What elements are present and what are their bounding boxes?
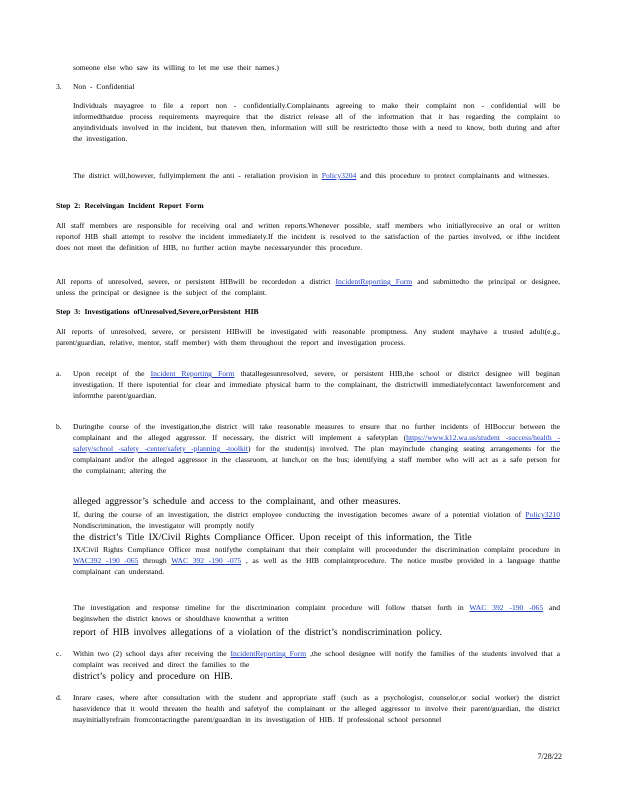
paragraph-staff-responsibility: All staff members are responsible for receiving oral and written reports.Whenever possible, staff members who initiallyreceive an oral or written reportof HIB shall attempt to resolve the incident immediately.If the incident is resolved to the satisfaction of the parties involved, or ifthe incident does not meet the definition of HIB, no further action maybe necessaryunder this procedure. [56,221,560,252]
incident-reporting-form-link-c[interactable]: IncidentReporting Form [230,649,307,658]
text: Nondiscrimination, the investigator will promptly notify [73,521,255,530]
text: ,the school designee will notify the families of the students involved that a complaint was received and direct the families to the [73,649,560,669]
item-b-text [73,421,560,476]
text: IX/Civil Rights Compliance Officer must notifythe complainant that their complaint will proceedunder the discrimination complaint procedure in [73,545,560,554]
paragraph-non-confidential: Individuals mayagree to file a report non - confidentially.Complainants agreeing to make their complaint non - confidential will be informedthatdue process requirements mayrequire that the district release all of the information that it has regarding the complaint to anyindividuals involved in the incident, but thateven then, information will still be restrictedto those with a need to know, both during and after the investigation. [73,101,560,143]
footer-date: 7/28/22 [537,752,562,761]
item-c-label: c. [56,649,62,658]
item-3-title: Non - Confidential [73,82,135,91]
item-b-schedule: alleged aggressor’s schedule and access to the complainant, and other measures. [73,496,401,507]
text: Upon receipt of the [73,369,145,378]
item-b-title-ix: the district’s Title IX/Civil Rights Compliance Officer. Upon receipt of this information, the Title [73,532,472,543]
text: If, during the course of an investigation, the district employee conducting the investigation becomes aware of a potential violation of [73,510,522,519]
text: and beginswhen the district knows or shouldhave knownthat a written [73,603,560,623]
paragraph-anti-retaliation [73,170,560,181]
text: thatallegesunresolved, severe, or persistent HIB,the school or district designee will beginan investigation. If there ispotential for clear and immediate physical harm to the complainant, the districtwill immediatelycontact lawenforcement and informthe parent/guardian. [73,369,560,400]
item-d-text: Inrare cases, where after consultation with the student and appropriate staff (such as a psychologist, counselor,or social worker) the district hasevidence that it would threaten the health and safetyof the complainant or the alleged aggressor to involve their parent/guardian, the district mayinitiallyrefrain fromcontactingthe parent/guardian in its investigation of HIB. If professional school personnel [73,693,560,724]
item-b-compliance-officer [73,544,560,577]
incident-reporting-form-link-a[interactable]: Incident Reporting Form [150,369,235,378]
safety-plan-toolkit-link[interactable]: https://www.k12.wa.us/student -success/health -safety/school -safety -center/safety -planning -toolkit [73,433,561,453]
item-b-label: b. [56,422,62,431]
text: The district will,however, fullyimplement the anti - retaliation provision in [73,171,318,180]
paragraph-investigation: All reports of unresolved, severe, or persistent HIBwill be investigated with reasonable promptness. Any student mayhave a trusted adult(e.g., parent/guardian, relative, mentor, staff member) with them throughout the report and investigation process. [56,327,560,347]
item-3-number: 3. [56,82,62,91]
text: someone else who saw its willing to let me use their names.) [73,63,279,72]
policy-3210-link[interactable]: Policy3210 [525,510,560,519]
incident-reporting-form-link[interactable]: IncidentReporting Form [335,277,413,286]
text: Within two (2) school days after receiving the [73,649,227,658]
text: The investigation and response timeline for the discrimination complaint procedure will follow thatset forth in [73,603,464,612]
step-3-heading: Step 3: Investigations ofUnresolved,Severe,orPersistent HIB [56,307,259,316]
item-a-label: a. [56,369,62,378]
item-b-timeline [73,602,560,624]
item-a-text [73,368,560,401]
text: through [143,556,167,565]
step-2-heading: Step 2: Receivingan Incident Report Form [56,201,204,210]
paragraph-reports-recorded [56,276,560,298]
policy-3204-link[interactable]: Policy3204 [321,171,357,180]
item-b-nondiscrimination: report of HIB involves allegations of a violation of the district’s nondiscrimination policy. [73,627,442,638]
text: , as well as the HIB complaintprocedure. The notice mustbe provided in a language thatthe complainant can understand. [73,556,561,576]
item-c-text [73,648,560,670]
text: Duringthe course of the investigation,the district will take reasonable measures to ensure that no further incidents of HIBoccur between the complainant and the alleged aggressor. If necessary, the district will implement a safetyplan ( [73,422,560,442]
text: ) for the student(s) involved. The plan mayinclude changing seating arrangements for the complainant and/or the alleged aggressor in the classroom, at lunch,or on the bus; identifying a staff member who will act as a safe person for the complainant; altering the [73,444,560,475]
text: and submittedto the principal or designee, unless the principal or designee is the subject of the complaint. [56,277,560,297]
item-b-policy-violation [73,509,560,531]
item-c-policy: district’s policy and procedure on HIB. [73,671,233,682]
wac-392-190-065-link-2[interactable]: WAC 392 -190 -065 [469,603,544,612]
wac-392-190-065-link[interactable]: WAC392 -190 -065 [73,556,139,565]
paragraph-continuation [73,62,373,73]
text: All reports of unresolved, severe, or persistent HIBwill be recordedon a district [56,277,331,286]
item-d-label: d. [56,693,62,702]
text: and this procedure to protect complainants and witnesses. [360,171,550,180]
wac-392-190-075-link[interactable]: WAC 392 -190 -075 [171,556,242,565]
